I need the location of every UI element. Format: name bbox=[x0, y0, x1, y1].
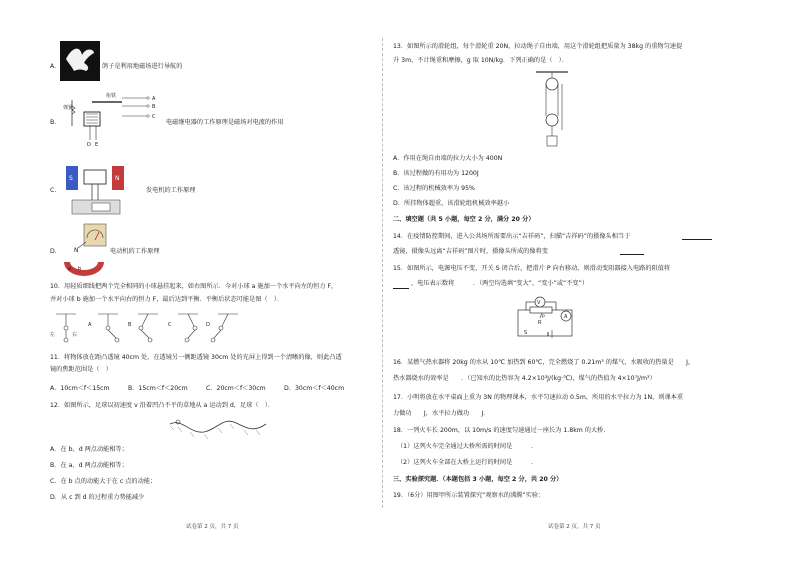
q10-figures bbox=[50, 312, 256, 344]
svg-text:S: S bbox=[69, 175, 73, 182]
q14-blank-1 bbox=[682, 233, 712, 240]
relay-label-e: E bbox=[95, 142, 99, 148]
circuit-label-p: P bbox=[542, 315, 545, 320]
q18-sub1: （1）这列火车完全通过大桥所需的时间是 ． bbox=[397, 443, 538, 450]
q11-option-a: A．10cm＜f＜15cm bbox=[50, 385, 110, 392]
dove-photo bbox=[60, 41, 100, 81]
pulley-figure bbox=[534, 70, 570, 150]
q12-option-d: D．从 c 到 d 的过程重力势能减少 bbox=[50, 494, 145, 501]
q16-line2: 热水器烧水的效率是 ．（已知水的比热容为 4.2×10³J/(kg·℃)，煤气的热值为 4×10⁷J/m³） bbox=[393, 375, 656, 382]
option-c-letter: C. bbox=[50, 187, 57, 194]
q12-option-c: C．在 b 点的动能大于在 c 点的动能； bbox=[50, 478, 157, 485]
option-c-text: 发电机的工作原理 bbox=[146, 187, 196, 194]
q14-line1: 14．在疫情防控期间，进入公共场所需要出示“吉祥码”，扫描“吉祥码”的摄像头相当于 bbox=[393, 233, 631, 240]
q15-circuit bbox=[512, 294, 578, 340]
q10-right-label: 右 bbox=[72, 332, 78, 338]
q13-line2: 升 3m，不计绳重和摩擦，g 取 10N/kg．下列正确的是（ ）． bbox=[393, 57, 568, 64]
q13-option-d: D．所挂物体超重，该滑轮组机械效率越小 bbox=[393, 200, 510, 207]
q12-line1: 12．如图所示，足球以初速度 v 沿着凹凸不平的草地从 a 运动到 d，足球（ ）． bbox=[50, 402, 274, 409]
option-a-letter: A. bbox=[50, 63, 57, 70]
column-divider bbox=[382, 38, 383, 508]
q19-line1: 19．（6分）用图甲所示装置探究“观察水的沸腾”实验： bbox=[393, 492, 545, 499]
svg-text:a: a bbox=[68, 266, 72, 272]
relay-label-tiexin: 衔铁 bbox=[106, 93, 117, 99]
relay-diagram bbox=[62, 94, 162, 146]
q17-line1: 17．小明将放在水平桌面上重为 3N 的物理课本，水平匀速拉动 0.5m，所用的水平拉力为 1N，则课本重 bbox=[393, 394, 684, 401]
option-d-text: 电动机的工作原理 bbox=[110, 248, 160, 255]
svg-text:N: N bbox=[74, 247, 79, 254]
q10-left-label: 左 bbox=[50, 332, 56, 338]
q13-option-c: C．该过程的机械效率为 95% bbox=[393, 185, 475, 192]
q10-line2: 并对小球 b 施加一个水平向右的恒力 F，最后达到平衡．平衡后状态可能是图（ ）． bbox=[50, 296, 284, 303]
svg-text:b: b bbox=[78, 266, 82, 272]
q11-option-b: B．15cm＜f＜20cm bbox=[128, 385, 188, 392]
footer-left-page: 试卷第 2 页，共 7 页 bbox=[186, 524, 239, 530]
option-a-text: 鸽子是利用地磁场进行导航的 bbox=[102, 63, 183, 70]
q11-line2: 镜的焦距范围是（ ） bbox=[50, 366, 112, 373]
q15-line1: 15．如图所示，电源电压不变，开关 S 闭合后，把滑片 P 向右移动，则滑动变阻器接入电路的阻值将 bbox=[393, 265, 671, 272]
section-3-heading: 三、实验探究题．（本题包括 3 小题，每空 2 分，共 20 分） bbox=[393, 476, 563, 483]
option-b-letter: B. bbox=[50, 119, 57, 126]
q10-line1: 10．用轻质细线把两个完全相同的小球悬挂起来，如右图所示．今对小球 a 施加一个水平向左的恒力 F， bbox=[50, 283, 338, 290]
q11-option-d: D．30cm＜f＜40cm bbox=[284, 385, 345, 392]
relay-label-c: C bbox=[152, 114, 156, 120]
q10-fig-a: A bbox=[88, 322, 92, 328]
q14-line2: 透镜，摄像头远离“吉祥码”图片时，摄像头所成的像将变 bbox=[393, 248, 548, 255]
q17-line2: 力做功 J，水平拉力做功 J． bbox=[393, 410, 490, 417]
q10-fig-d: D bbox=[206, 322, 210, 328]
generator-diagram bbox=[62, 160, 128, 220]
section-2-heading: 二、填空题（共 5 小题，每空 2 分，满分 20 分） bbox=[393, 216, 535, 223]
q15-blank-1 bbox=[393, 282, 409, 289]
dove-icon bbox=[60, 41, 100, 81]
q18-sub2: （2）这列火车全部在大桥上运行的时间是 ． bbox=[397, 459, 538, 466]
q13-line1: 13．如图所示的滑轮组，每个滑轮重 20N，拉动绳子自由端，用这个滑轮组把质量为 38kg 的重物匀速提 bbox=[393, 43, 683, 50]
relay-label-a: A bbox=[152, 96, 156, 102]
q15-line2: ，电压表示数将 ．（两空均选填“变大”、“变小”或“不变”） bbox=[411, 280, 589, 287]
q12-option-a: A．在 b、d 两点动能相等； bbox=[50, 446, 128, 453]
relay-label-d: D bbox=[87, 142, 91, 148]
motor-diagram bbox=[60, 222, 110, 272]
q11-option-c: C．20cm＜f＜30cm bbox=[206, 385, 266, 392]
circuit-label-a: A bbox=[564, 314, 568, 320]
circuit-label-v: V bbox=[537, 300, 541, 306]
q13-option-b: B．该过程做的有用功为 1200J bbox=[393, 170, 479, 177]
q12-terrain-figure bbox=[168, 414, 268, 442]
footer-right-page: 试卷第 2 页，共 7 页 bbox=[548, 524, 601, 530]
relay-label-b: B bbox=[152, 104, 156, 110]
option-b-text: 电磁继电器的工作原理是磁场对电流的作用 bbox=[166, 119, 284, 126]
q18-line1: 18．一列火车长 200m，以 10m/s 的速度匀速通过一座长为 1.8km 的大桥． bbox=[393, 427, 610, 434]
circuit-label-r: R bbox=[538, 320, 542, 326]
q10-fig-c: C bbox=[168, 322, 172, 328]
q10-fig-b: B bbox=[128, 322, 132, 328]
svg-text:N: N bbox=[115, 175, 120, 182]
relay-label-tanhuang: 弹簧 bbox=[63, 105, 74, 111]
q16-line1: 16．某燃气热水器将 20kg 的水从 10℃ 加热到 60℃，完全燃烧了 0.21m³ 的煤气，水吸收的热量是 J， bbox=[393, 359, 695, 366]
q11-line1: 11．将物体放在距凸透镜 40cm 处，在透镜另一侧距透镜 30cm 处的光屏上得到一个清晰的像，则此凸透 bbox=[50, 354, 342, 361]
q12-option-b: B．在 a、d 两点动能相等； bbox=[50, 462, 128, 469]
q14-blank-2 bbox=[620, 248, 644, 255]
q13-option-a: A．作用在绳自由端的拉力大小为 400N bbox=[393, 155, 503, 162]
circuit-label-s: S bbox=[524, 330, 528, 336]
option-d-letter: D. bbox=[50, 248, 57, 255]
